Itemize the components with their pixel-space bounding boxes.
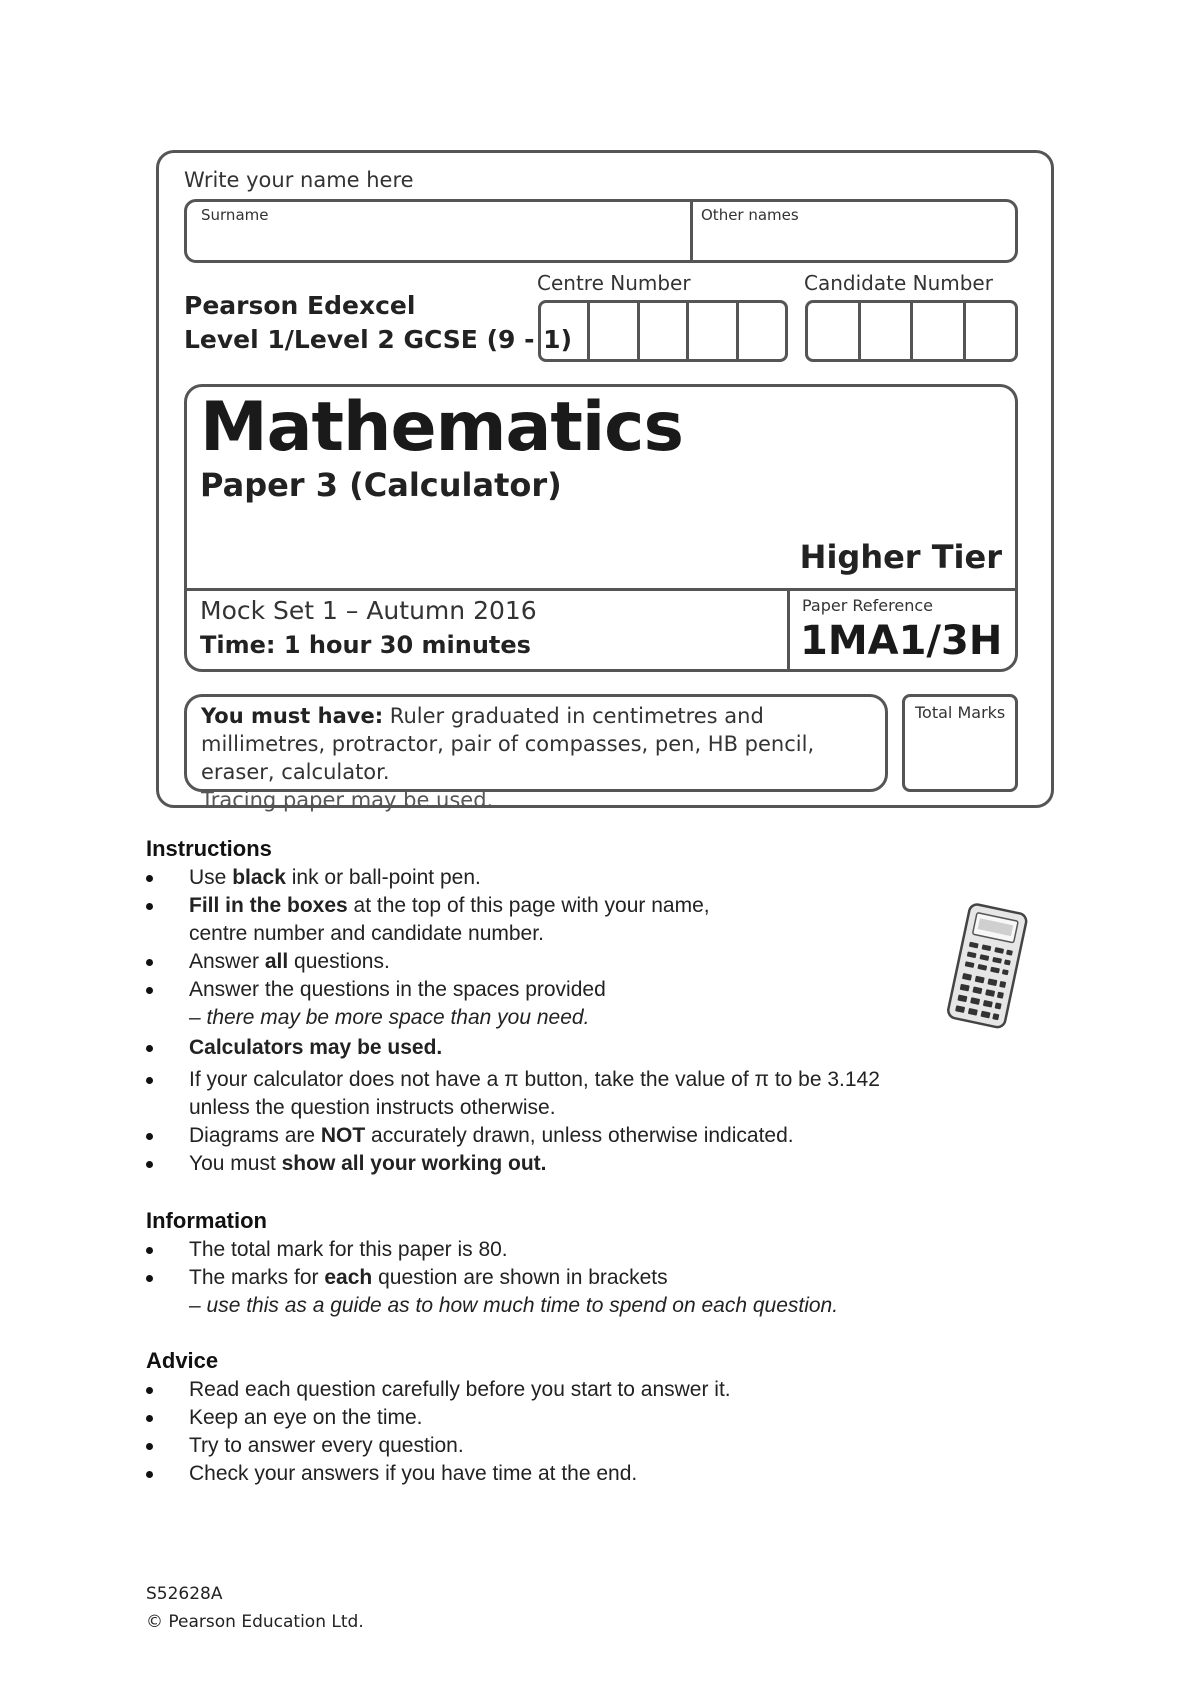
title-divider (184, 588, 1018, 591)
centre-digit-box[interactable] (541, 303, 587, 359)
other-names-field[interactable]: Other names (701, 206, 799, 224)
list-item: Try to answer every question. (146, 1432, 1026, 1460)
calculator-icon (942, 902, 1034, 1032)
candidate-number-label: Candidate Number (804, 271, 993, 295)
advice-heading: Advice (146, 1348, 219, 1373)
centre-digit-box[interactable] (587, 303, 636, 359)
centre-number-label: Centre Number (537, 271, 691, 295)
instructions-heading: Instructions (146, 836, 272, 861)
total-marks-label: Total Marks (915, 703, 1006, 722)
surname-field[interactable]: Surname (201, 206, 269, 224)
reference-divider (787, 588, 790, 672)
candidate-digit-box[interactable] (858, 303, 911, 359)
candidate-digit-box[interactable] (808, 303, 858, 359)
centre-number-boxes[interactable] (538, 300, 788, 362)
subject-title: Mathematics (200, 388, 683, 467)
must-have-label: You must have: (201, 704, 384, 728)
advice-list (146, 1376, 1026, 1488)
list-item: The marks for each question are shown in brackets – use this as a guide as to how much time to spend on each question. (146, 1264, 1046, 1320)
paper-title: Paper 3 (Calculator) (200, 466, 562, 504)
list-item: If your calculator does not have a π button, take the value of π to be 3.142 unless the question instructs otherwise. (146, 1066, 1026, 1122)
information-list (146, 1236, 1046, 1320)
information-heading: Information (146, 1208, 267, 1233)
candidate-number-boxes[interactable] (805, 300, 1018, 362)
list-item: Answer the questions in the spaces provided – there may be more space than you need. (146, 976, 1026, 1032)
centre-digit-box[interactable] (637, 303, 686, 359)
paper-code: S52628A (146, 1584, 223, 1604)
must-have-text: Ruler graduated in centimetres and millimetres, protractor, pair of compasses, pen, HB pencil, eraser, calculator. (201, 704, 815, 784)
qualification-level: Level 1/Level 2 GCSE (9 - 1) (184, 325, 572, 354)
copyright: © Pearson Education Ltd. (146, 1612, 364, 1632)
list-item: Fill in the boxes at the top of this page with your name, centre number and candidate number. (146, 892, 1026, 948)
exam-time: Time: 1 hour 30 minutes (200, 631, 531, 659)
list-item: Diagrams are NOT accurately drawn, unless otherwise indicated. (146, 1122, 1026, 1150)
candidate-digit-box[interactable] (963, 303, 1016, 359)
name-box (184, 199, 1018, 263)
centre-digit-box[interactable] (686, 303, 735, 359)
list-item: Calculators may be used. (146, 1034, 1026, 1062)
list-item: Check your answers if you have time at the end. (146, 1460, 1026, 1488)
tracing-paper-note: Tracing paper may be used. (201, 788, 494, 812)
list-item: Use black ink or ball-point pen. (146, 864, 1026, 892)
list-item: You must show all your working out. (146, 1150, 1026, 1178)
candidate-digit-box[interactable] (910, 303, 963, 359)
list-item: The total mark for this paper is 80. (146, 1236, 1046, 1264)
must-have-box (184, 694, 888, 812)
tier-label: Higher Tier (799, 538, 1002, 576)
total-marks-box (902, 694, 1018, 792)
list-item: Read each question carefully before you start to answer it. (146, 1376, 1026, 1404)
mock-set: Mock Set 1 – Autumn 2016 (200, 596, 537, 625)
list-item: Keep an eye on the time. (146, 1404, 1026, 1432)
name-divider (690, 199, 693, 263)
paper-reference: 1MA1/3H (800, 618, 1003, 664)
list-item: Answer all questions. (146, 948, 1026, 976)
paper-reference-label: Paper Reference (802, 596, 933, 615)
exam-board: Pearson Edexcel (184, 291, 416, 320)
write-name-label: Write your name here (184, 168, 414, 192)
centre-digit-box[interactable] (736, 303, 785, 359)
instructions-list (146, 864, 1026, 1178)
